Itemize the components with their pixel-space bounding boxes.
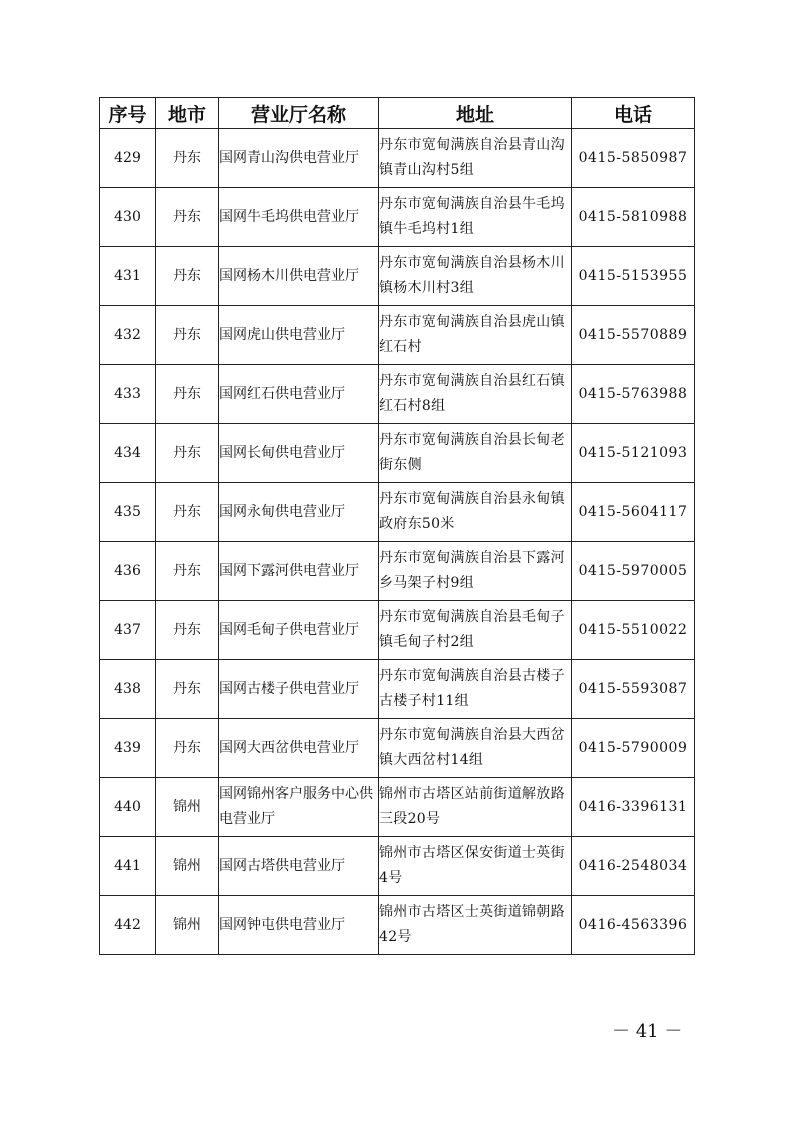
serial-number-cell: 438 — [100, 660, 156, 719]
table-row — [100, 424, 695, 483]
hall-name-cell: 国网毛甸子供电营业厅 — [219, 601, 379, 660]
city-cell: 锦州 — [156, 837, 219, 896]
phone-cell: 0416-3396131 — [572, 778, 695, 837]
phone-cell: 0415-5121093 — [572, 424, 695, 483]
header-serial-number: 序号 — [100, 98, 156, 129]
serial-number-cell: 439 — [100, 719, 156, 778]
hall-name-cell: 国网钟屯供电营业厅 — [219, 896, 379, 955]
serial-number-cell: 436 — [100, 542, 156, 601]
address-cell: 丹东市宽甸满族自治县长甸老街东侧 — [379, 424, 572, 483]
hall-name-cell: 国网下露河供电营业厅 — [219, 542, 379, 601]
table-row — [100, 719, 695, 778]
phone-cell: 0415-5970005 — [572, 542, 695, 601]
phone-cell: 0415-5153955 — [572, 247, 695, 306]
address-cell: 丹东市宽甸满族自治县红石镇红石村8组 — [379, 365, 572, 424]
serial-number-cell: 432 — [100, 306, 156, 365]
phone-cell: 0415-5604117 — [572, 483, 695, 542]
phone-cell: 0415-5810988 — [572, 188, 695, 247]
hall-name-cell: 国网牛毛坞供电营业厅 — [219, 188, 379, 247]
table-row — [100, 542, 695, 601]
phone-cell: 0415-5593087 — [572, 660, 695, 719]
table-row — [100, 778, 695, 837]
address-cell: 丹东市宽甸满族自治县虎山镇红石村 — [379, 306, 572, 365]
phone-cell: 0415-5763988 — [572, 365, 695, 424]
city-cell: 丹东 — [156, 719, 219, 778]
hall-name-cell: 国网青山沟供电营业厅 — [219, 129, 379, 188]
hall-name-cell: 国网长甸供电营业厅 — [219, 424, 379, 483]
table-header-row — [100, 98, 695, 129]
address-cell: 锦州市古塔区保安街道士英街4号 — [379, 837, 572, 896]
table-row — [100, 660, 695, 719]
city-cell: 丹东 — [156, 247, 219, 306]
city-cell: 丹东 — [156, 365, 219, 424]
phone-cell: 0416-4563396 — [572, 896, 695, 955]
address-cell: 丹东市宽甸满族自治县大西岔镇大西岔村14组 — [379, 719, 572, 778]
phone-cell: 0415-5510022 — [572, 601, 695, 660]
hall-name-cell: 国网虎山供电营业厅 — [219, 306, 379, 365]
serial-number-cell: 429 — [100, 129, 156, 188]
city-cell: 丹东 — [156, 129, 219, 188]
table-row — [100, 306, 695, 365]
address-cell: 锦州市古塔区站前街道解放路三段20号 — [379, 778, 572, 837]
serial-number-cell: 433 — [100, 365, 156, 424]
header-address: 地址 — [379, 98, 572, 129]
city-cell: 丹东 — [156, 306, 219, 365]
address-cell: 丹东市宽甸满族自治县毛甸子镇毛甸子村2组 — [379, 601, 572, 660]
city-cell: 丹东 — [156, 660, 219, 719]
hall-name-cell: 国网古塔供电营业厅 — [219, 837, 379, 896]
hall-name-cell: 国网古楼子供电营业厅 — [219, 660, 379, 719]
header-city: 地市 — [156, 98, 219, 129]
city-cell: 丹东 — [156, 601, 219, 660]
hall-name-cell: 国网锦州客户服务中心供电营业厅 — [219, 778, 379, 837]
service-hall-table — [99, 97, 695, 955]
serial-number-cell: 441 — [100, 837, 156, 896]
address-cell: 丹东市宽甸满族自治县牛毛坞镇牛毛坞村1组 — [379, 188, 572, 247]
serial-number-cell: 440 — [100, 778, 156, 837]
address-cell: 丹东市宽甸满族自治县杨木川镇杨木川村3组 — [379, 247, 572, 306]
hall-name-cell: 国网永甸供电营业厅 — [219, 483, 379, 542]
page-number: － 41 － — [612, 1021, 683, 1042]
phone-cell: 0415-5570889 — [572, 306, 695, 365]
city-cell: 丹东 — [156, 188, 219, 247]
address-cell: 丹东市宽甸满族自治县青山沟镇青山沟村5组 — [379, 129, 572, 188]
serial-number-cell: 434 — [100, 424, 156, 483]
table-row — [100, 129, 695, 188]
header-hall-name: 营业厅名称 — [219, 98, 379, 129]
address-cell: 锦州市古塔区士英街道锦朝路42号 — [379, 896, 572, 955]
serial-number-cell: 430 — [100, 188, 156, 247]
table-row — [100, 247, 695, 306]
city-cell: 锦州 — [156, 778, 219, 837]
serial-number-cell: 431 — [100, 247, 156, 306]
city-cell: 丹东 — [156, 542, 219, 601]
phone-cell: 0415-5850987 — [572, 129, 695, 188]
table-row — [100, 837, 695, 896]
phone-cell: 0416-2548034 — [572, 837, 695, 896]
hall-name-cell: 国网大西岔供电营业厅 — [219, 719, 379, 778]
header-phone: 电话 — [572, 98, 695, 129]
city-cell: 丹东 — [156, 424, 219, 483]
city-cell: 丹东 — [156, 483, 219, 542]
table-row — [100, 483, 695, 542]
table-row — [100, 365, 695, 424]
table-row — [100, 188, 695, 247]
serial-number-cell: 435 — [100, 483, 156, 542]
address-cell: 丹东市宽甸满族自治县下露河乡马架子村9组 — [379, 542, 572, 601]
hall-name-cell: 国网红石供电营业厅 — [219, 365, 379, 424]
serial-number-cell: 442 — [100, 896, 156, 955]
address-cell: 丹东市宽甸满族自治县永甸镇政府东50米 — [379, 483, 572, 542]
hall-name-cell: 国网杨木川供电营业厅 — [219, 247, 379, 306]
table-row — [100, 896, 695, 955]
address-cell: 丹东市宽甸满族自治县古楼子古楼子村11组 — [379, 660, 572, 719]
table-row — [100, 601, 695, 660]
serial-number-cell: 437 — [100, 601, 156, 660]
phone-cell: 0415-5790009 — [572, 719, 695, 778]
city-cell: 锦州 — [156, 896, 219, 955]
